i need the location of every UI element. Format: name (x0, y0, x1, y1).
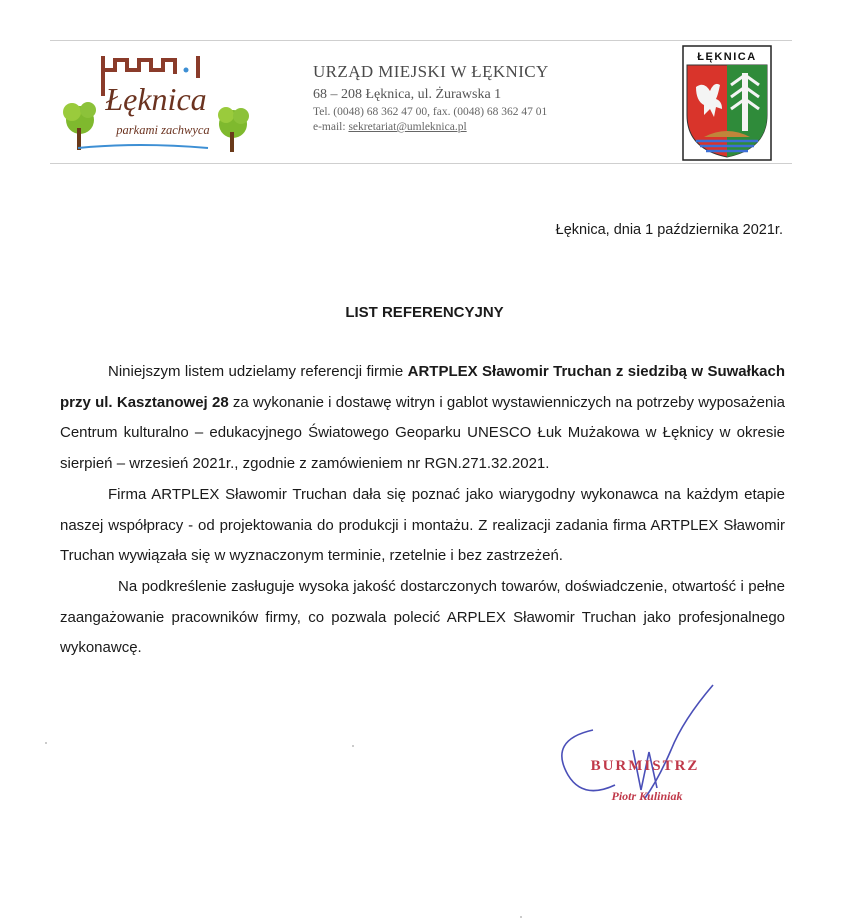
header-rule-bottom (50, 163, 792, 164)
letter-body (60, 357, 785, 664)
letter-date: Łęknica, dnia 1 października 2021r. (555, 222, 783, 238)
scan-speck (352, 745, 354, 747)
paragraph-3: Na podkreślenie zasługuje wysoka jakość dostarczonych towarów, doświadczenie, otwartość i pełne zaangażowanie pracowników firmy, co pozwala polecić ARPLEX Sławomir Truchan jako profesjonalnego wykonawcę. (60, 577, 785, 657)
stamp-title: BURMISTRZ (590, 758, 700, 774)
header-rule-top (50, 40, 792, 41)
letter-title: LIST REFERENCYJNY (345, 304, 504, 321)
mayor-stamp-signature (553, 680, 733, 810)
org-email-label: e-mail: (313, 121, 349, 133)
stamp-name: Piotr Kuliniak (611, 789, 683, 803)
paragraph-1-rest: za wykonanie i dostawę witryn i gablot wystawienniczych na potrzeby wyposażenia Centrum kulturalno – edukacyjnego Światowego Geoparku UNESCO Łuk Mużakowa w Łęknicy w okresie sierpień – wrzesień 2021r., zgodnie z zamówieniem nr RGN.271.32.2021. (60, 393, 785, 473)
town-logo (58, 48, 258, 158)
org-email-line (313, 121, 549, 133)
org-name: URZĄD MIEJSKI W ŁĘKNICY (313, 62, 549, 81)
org-address: 68 – 208 Łęknica, ul. Żurawska 1 (313, 87, 502, 102)
organisation-block (313, 62, 549, 133)
paragraph-1-intro: Niniejszym listem udzielamy referencji firmie (108, 363, 408, 380)
scan-speck (45, 742, 47, 744)
crest-label: ŁĘKNICA (697, 51, 757, 63)
logo-tagline: parkami zachwyca (116, 123, 210, 137)
town-coat-of-arms (682, 45, 772, 161)
org-phone: Tel. (0048) 68 362 47 00, fax. (0048) 68 362 47 01 (313, 106, 548, 118)
org-email-link[interactable]: sekretariat@umleknica.pl (348, 121, 467, 133)
paragraph-1-company: ARTPLEX Sławomir Truchan z siedzibą w Suwałkach przy ul. Kasztanowej 28 (60, 363, 786, 411)
logo-wordmark: Łęknica (105, 81, 207, 117)
paragraph-1 (60, 357, 785, 480)
scan-speck (520, 916, 522, 918)
paragraph-2: Firma ARTPLEX Sławomir Truchan dała się poznać jako wiarygodny wykonawca na każdym etapie naszej współpracy - od projektowania do produkcji i montażu. Z realizacji zadania firma ARTPLEX Sławomir Truchan wywiązała się w wyznaczonym terminie, rzetelnie i bez zastrzeżeń. (60, 485, 785, 565)
